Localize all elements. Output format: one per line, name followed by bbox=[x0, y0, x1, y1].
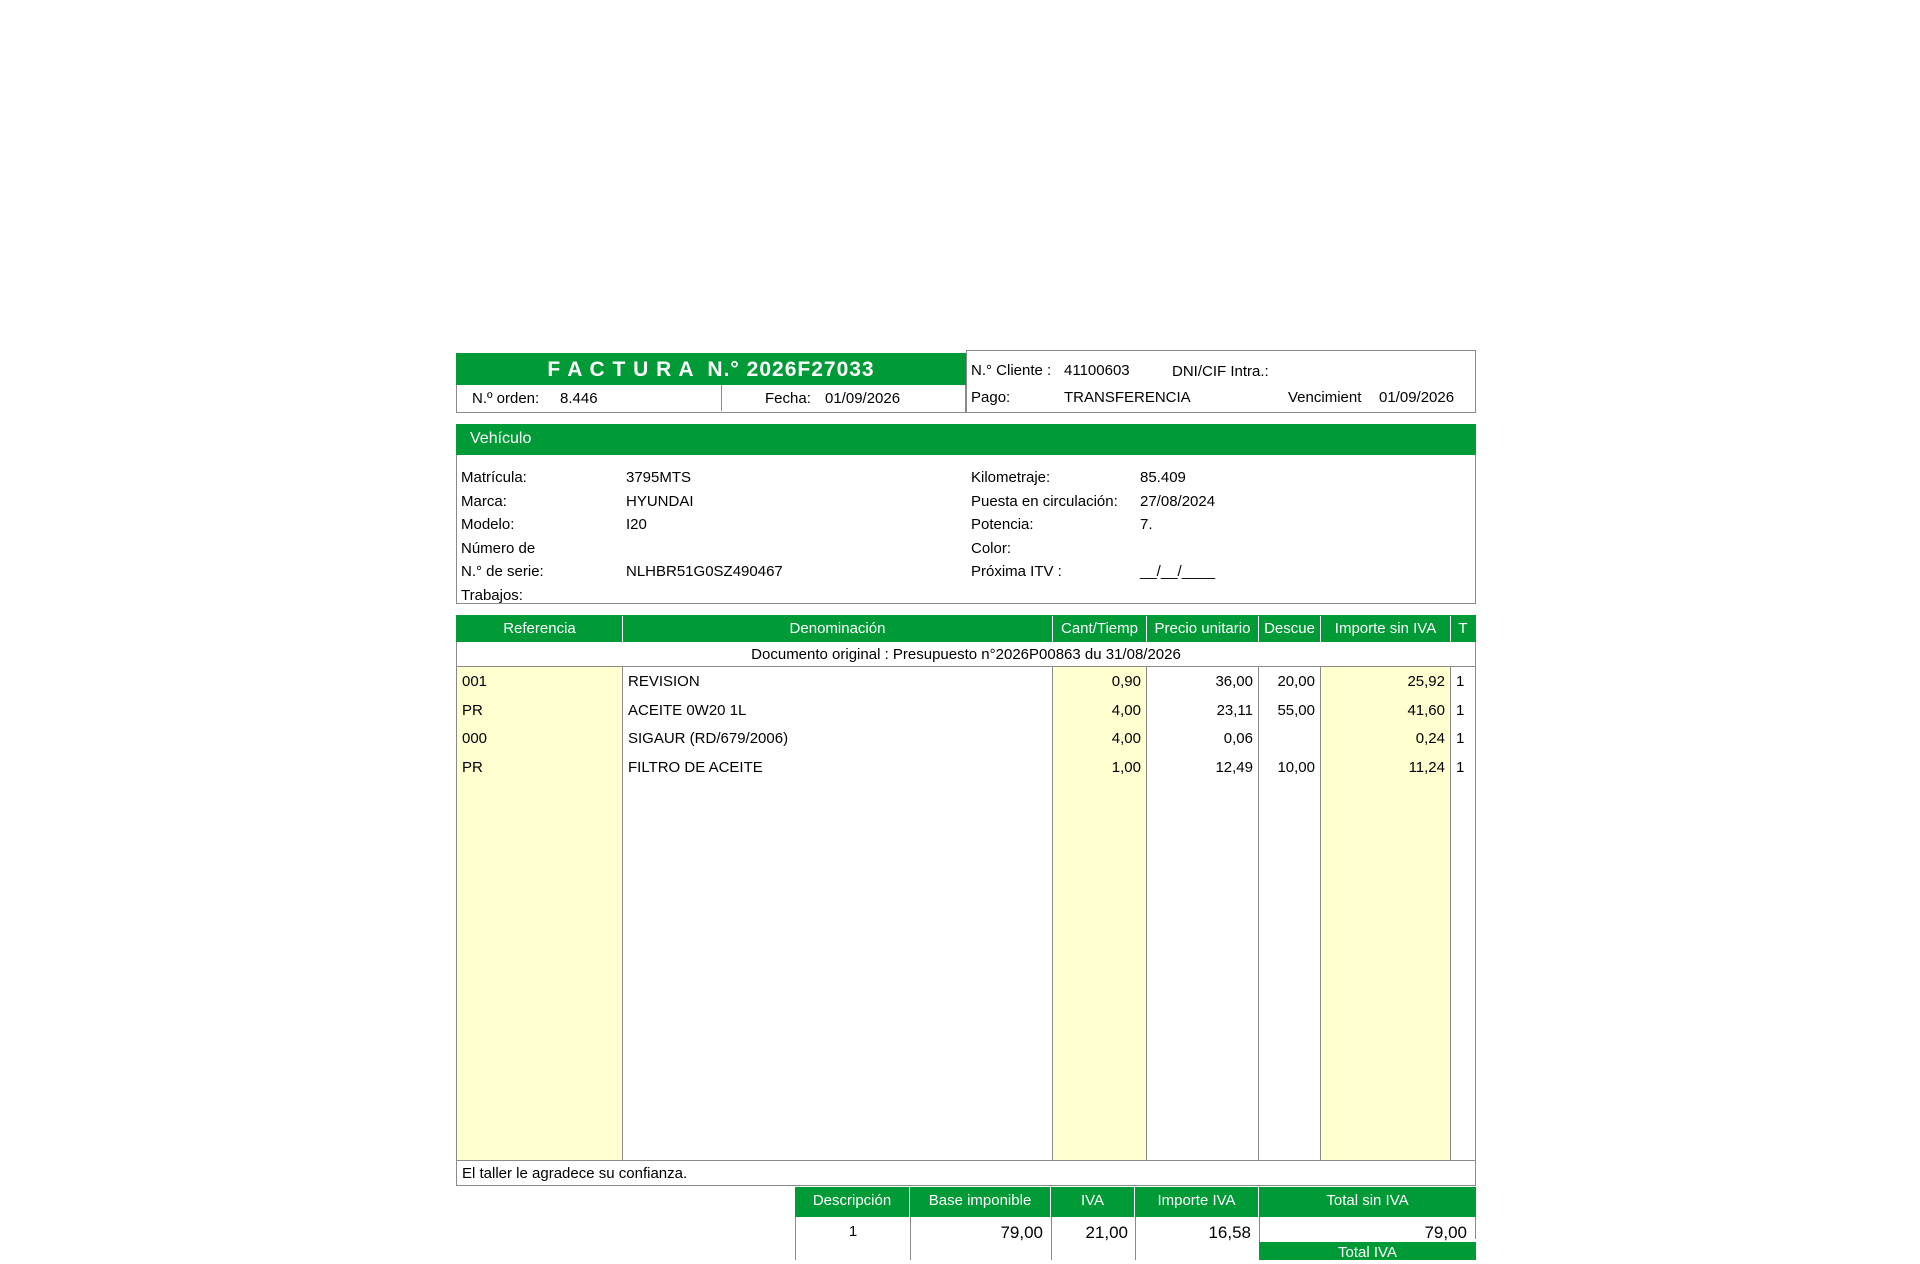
origin-row bbox=[457, 642, 1475, 667]
lines-column-denominacion bbox=[623, 642, 1053, 1160]
vehicle-field-value: 85.409 bbox=[1140, 469, 1186, 486]
totals-col-total-sin-iva: Total sin IVA bbox=[1326, 1192, 1409, 1209]
line-cell-referencia: 000 bbox=[462, 730, 488, 747]
line-cell-cant-tiemp: 4,00 bbox=[1111, 730, 1141, 747]
vencimiento-value: 01/09/2026 bbox=[1379, 389, 1455, 406]
vehicle-field-label: Marca: bbox=[461, 492, 507, 510]
totals-iva-value: 21,00 bbox=[1085, 1223, 1128, 1242]
line-cell-precio-unitario: 36,00 bbox=[1215, 673, 1253, 690]
vehicle-field-label: N.° de serie: bbox=[461, 563, 544, 580]
lines-col-descuento: Descue bbox=[1259, 616, 1321, 642]
vehicle-field-value: 27/08/2024 bbox=[1140, 492, 1216, 510]
line-cell-t: 1 bbox=[1456, 701, 1465, 719]
vehicle-header bbox=[456, 424, 1476, 455]
total-sin-iva-box bbox=[1259, 1217, 1476, 1242]
line-cell-cant-tiemp: 1,00 bbox=[1111, 758, 1141, 776]
order-date-row bbox=[456, 385, 966, 413]
vehicle-field-label: Próxima ITV : bbox=[971, 563, 1062, 580]
totals-col-iva: IVA bbox=[1051, 1187, 1135, 1217]
line-cell-precio-unitario: 0,06 bbox=[1223, 730, 1253, 747]
lines-col-cant-tiemp: Cant/Tiemp bbox=[1053, 616, 1147, 642]
lines-column-t bbox=[1451, 642, 1475, 1160]
date-label: Fecha: bbox=[765, 390, 811, 407]
vehicle-field-label: Modelo: bbox=[461, 516, 515, 533]
totals-base-value: 79,00 bbox=[1000, 1223, 1043, 1242]
line-cell-descuento: 10,00 bbox=[1277, 758, 1315, 776]
line-cell-t: 1 bbox=[1456, 730, 1465, 747]
line-cell-t: 1 bbox=[1456, 758, 1465, 776]
lines-col-denominacion: Denominación bbox=[623, 616, 1053, 642]
pago-value: TRANSFERENCIA bbox=[1064, 389, 1191, 406]
invoice-header bbox=[456, 353, 1476, 413]
lines-column-referencia bbox=[457, 642, 623, 1160]
vehicle-field-label: Puesta en circulación: bbox=[971, 492, 1118, 510]
vehicle-field-value: __/__/____ bbox=[1140, 563, 1216, 580]
vehicle-section bbox=[456, 424, 1476, 604]
line-cell-denominacion: REVISION bbox=[628, 673, 700, 690]
line-cell-precio-unitario: 12,49 bbox=[1215, 758, 1253, 776]
thanks-text: El taller le agradece su confianza. bbox=[462, 1165, 688, 1182]
vehicle-field-label: Kilometraje: bbox=[971, 469, 1051, 486]
pago-label: Pago: bbox=[971, 389, 1011, 406]
line-cell-precio-unitario: 23,11 bbox=[1216, 701, 1253, 719]
totals-table bbox=[795, 1187, 1476, 1260]
line-cell-importe-sin-iva: 41,60 bbox=[1407, 701, 1445, 719]
vehicle-field-value: 3795MTS bbox=[626, 469, 692, 486]
vehicle-field-label: Trabajos: bbox=[461, 586, 523, 604]
lines-table bbox=[456, 615, 1476, 1161]
vehicle-field-label: Potencia: bbox=[971, 516, 1034, 533]
order-value: 8.446 bbox=[560, 390, 598, 407]
date-value: 01/09/2026 bbox=[825, 390, 901, 407]
invoice-title: F A C T U R A N.° 2026F27033 bbox=[547, 358, 875, 381]
total-sin-iva-value: 79,00 bbox=[1424, 1223, 1467, 1242]
lines-column-descuento bbox=[1259, 642, 1321, 1160]
line-cell-importe-sin-iva: 0,24 bbox=[1415, 730, 1445, 747]
totals-col-importe-iva: Importe IVA bbox=[1135, 1187, 1259, 1217]
vehicle-field-value: HYUNDAI bbox=[626, 492, 694, 510]
lines-col-t: T bbox=[1458, 620, 1468, 637]
vehicle-field-label: Color: bbox=[971, 539, 1012, 557]
vehicle-field-label: Número de bbox=[461, 539, 536, 557]
lines-col-precio-unitario: Precio unitario bbox=[1147, 616, 1259, 642]
line-cell-cant-tiemp: 0,90 bbox=[1111, 673, 1141, 690]
total-iva-label: Total IVA bbox=[1338, 1244, 1397, 1261]
client-box bbox=[966, 350, 1476, 413]
lines-column-precio-unitario bbox=[1147, 642, 1259, 1160]
totals-body bbox=[795, 1217, 1259, 1260]
lines-column-importe-sin-iva bbox=[1321, 642, 1451, 1160]
line-cell-denominacion: ACEITE 0W20 1L bbox=[628, 701, 747, 719]
lines-col-importe-sin-iva: Importe sin IVA bbox=[1321, 616, 1451, 642]
thanks-row bbox=[456, 1161, 1476, 1186]
dni-label: DNI/CIF Intra.: bbox=[1172, 363, 1269, 380]
line-cell-t: 1 bbox=[1456, 673, 1465, 690]
vehicle-header-label: Vehículo bbox=[470, 430, 532, 447]
line-cell-importe-sin-iva: 25,92 bbox=[1407, 673, 1445, 690]
line-cell-cant-tiemp: 4,00 bbox=[1111, 701, 1141, 719]
client-value: 41100603 bbox=[1064, 362, 1130, 379]
line-cell-denominacion: FILTRO DE ACEITE bbox=[628, 758, 763, 776]
line-cell-descuento: 20,00 bbox=[1277, 673, 1315, 690]
totals-col-base: Base imponible bbox=[910, 1187, 1051, 1217]
lines-column-cant-tiemp bbox=[1053, 642, 1147, 1160]
totals-importe-iva-value: 16,58 bbox=[1208, 1223, 1251, 1242]
totals-col-descripcion: Descripción bbox=[795, 1187, 910, 1217]
order-divider bbox=[721, 385, 722, 411]
lines-col-referencia: Referencia bbox=[457, 616, 623, 642]
vehicle-field-label: Matrícula: bbox=[461, 469, 527, 486]
line-cell-referencia: PR bbox=[462, 758, 483, 776]
origin-text: Documento original : Presupuesto n°2026P00863 du 31/08/2026 bbox=[751, 646, 1181, 663]
line-cell-referencia: 001 bbox=[462, 673, 488, 690]
line-cell-referencia: PR bbox=[462, 701, 483, 719]
vencimiento-label: Vencimient bbox=[1288, 389, 1362, 406]
vehicle-field-value: 7. bbox=[1140, 516, 1153, 533]
line-cell-denominacion: SIGAUR (RD/679/2006) bbox=[628, 730, 789, 747]
invoice-title-bar bbox=[456, 353, 966, 385]
totals-desc-value: 1 bbox=[848, 1223, 858, 1240]
order-label: N.º orden: bbox=[472, 390, 540, 407]
line-cell-importe-sin-iva: 11,24 bbox=[1408, 758, 1445, 776]
client-label: N.° Cliente : bbox=[971, 362, 1052, 379]
vehicle-field-value: I20 bbox=[626, 516, 647, 533]
total-iva-bar bbox=[1259, 1242, 1476, 1260]
vehicle-field-value: NLHBR51G0SZ490467 bbox=[626, 563, 783, 580]
line-cell-descuento: 55,00 bbox=[1277, 701, 1315, 719]
